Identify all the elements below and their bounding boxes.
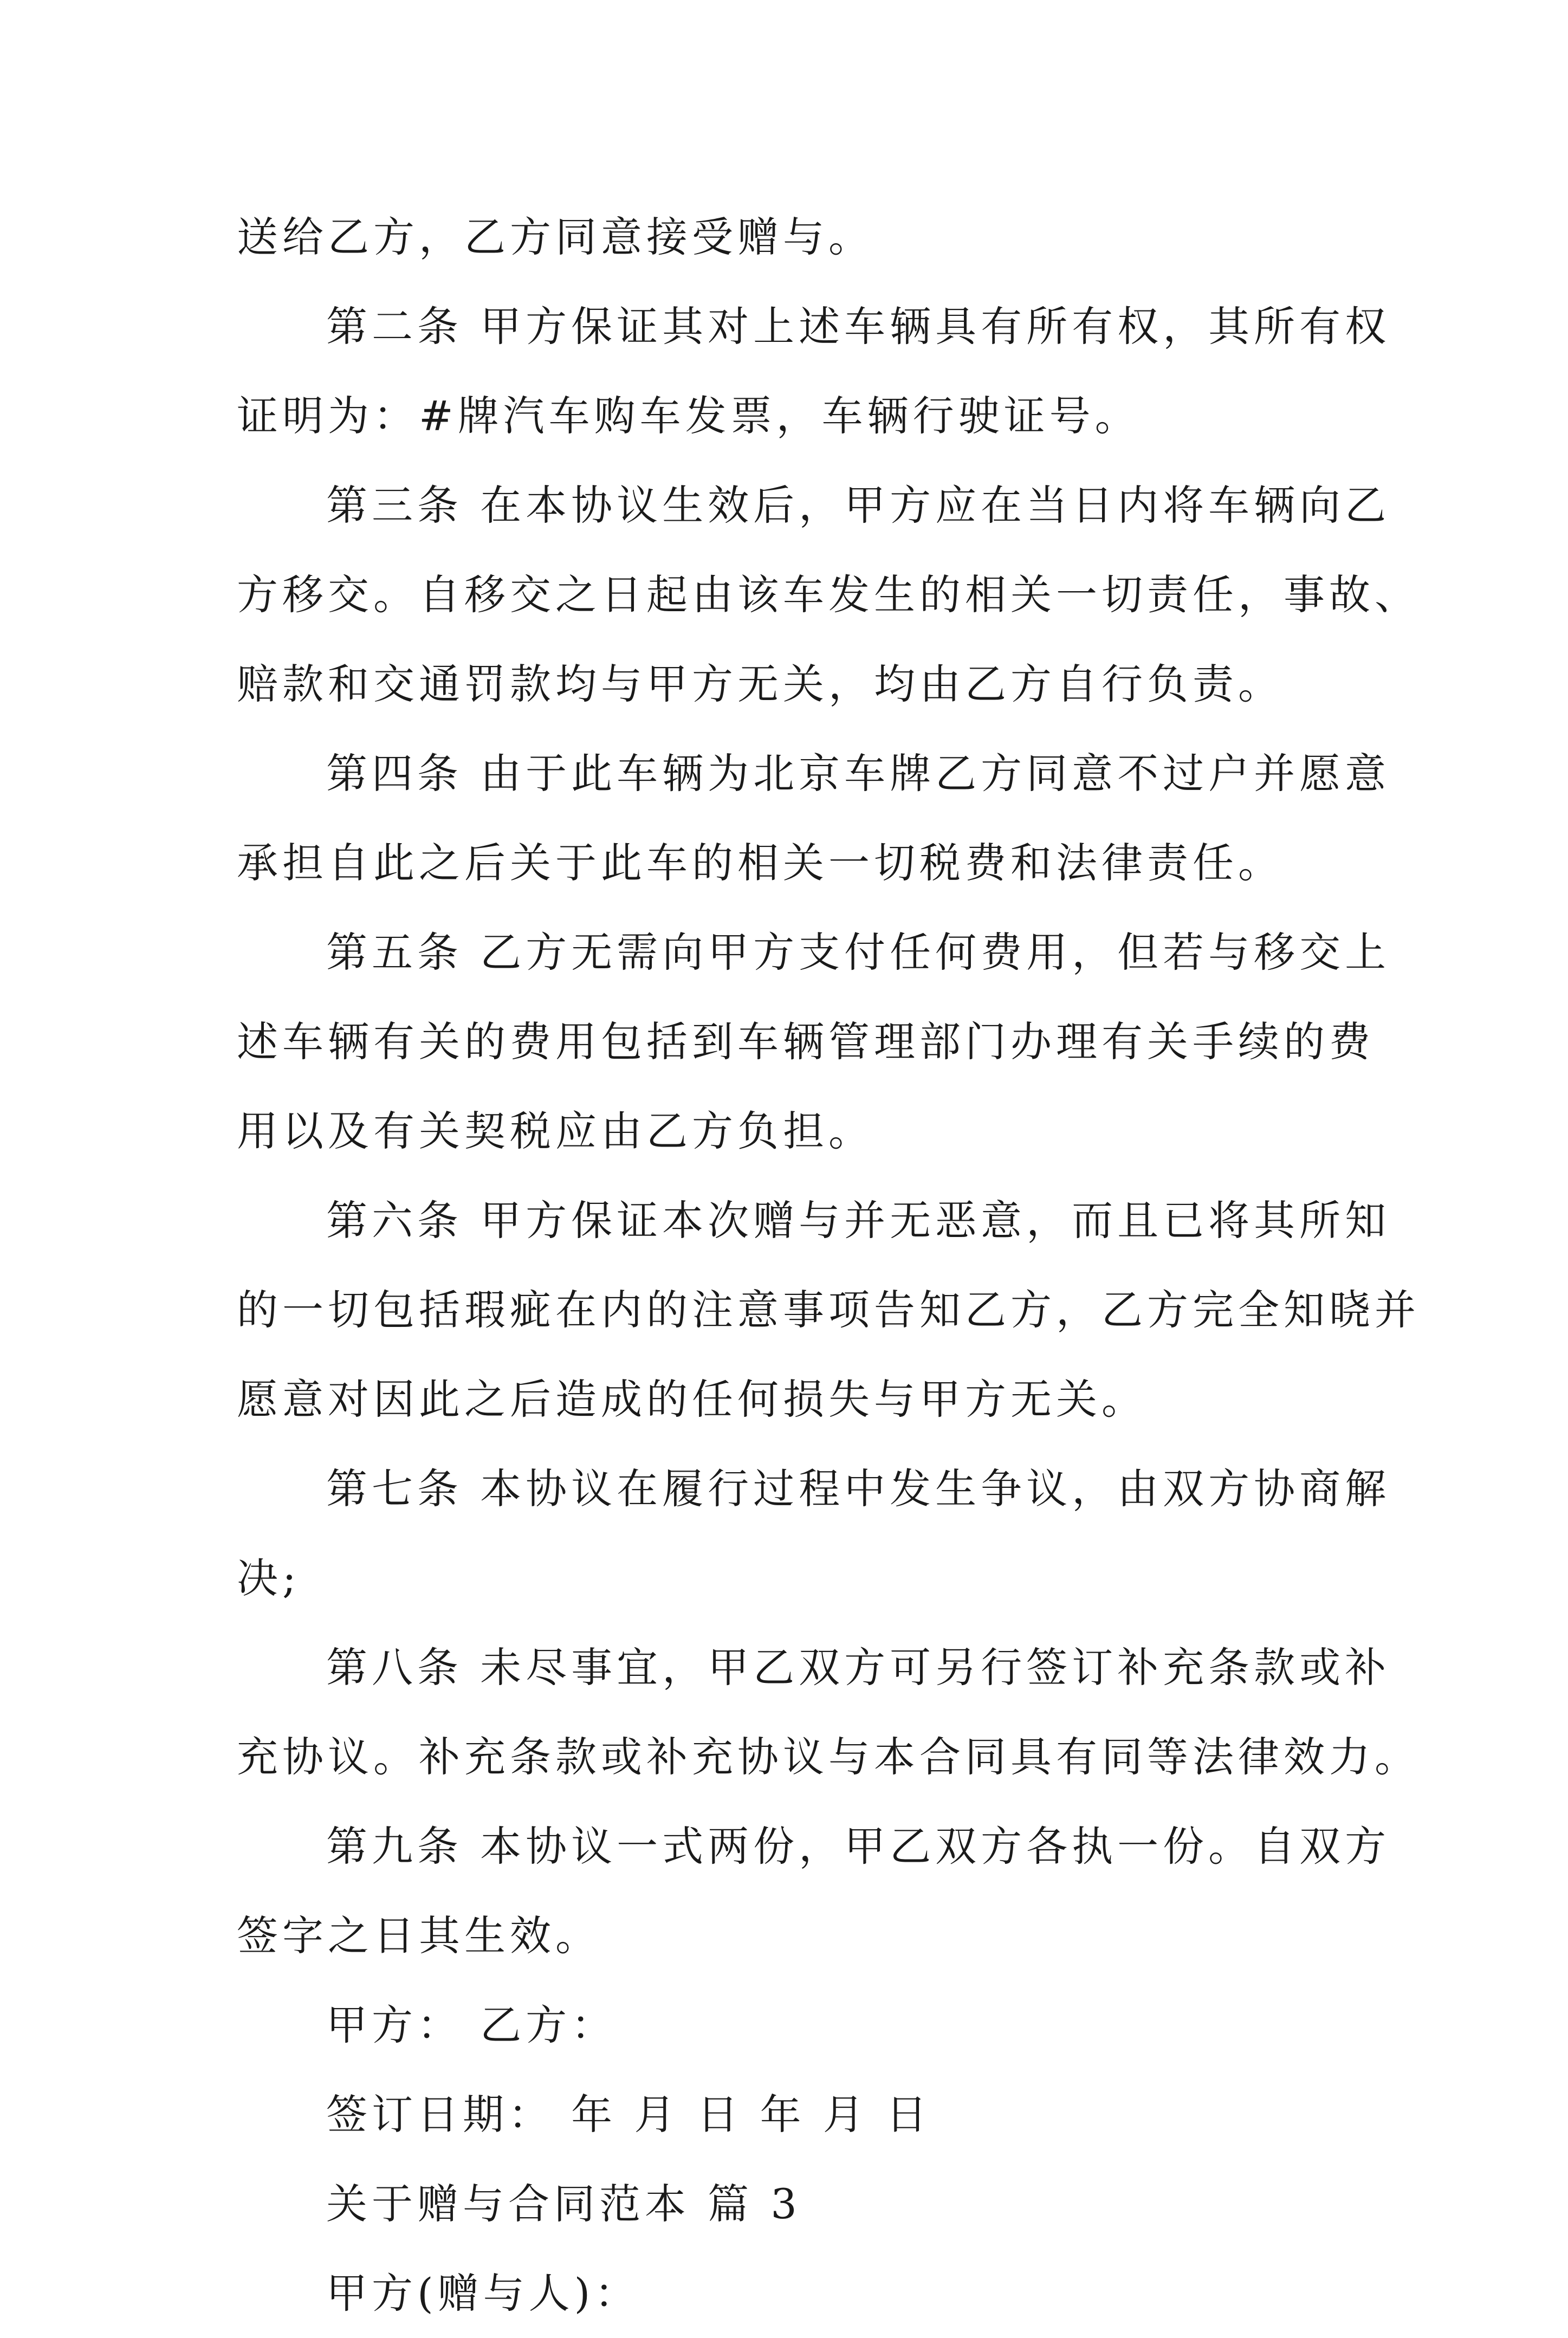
body-line: 充协议。补充条款或补充协议与本合同具有同等法律效力。 (237, 1733, 1420, 1781)
body-line: 送给乙方，乙方同意接受赠与。 (237, 213, 874, 261)
body-line: 签字之日其生效。 (237, 1912, 601, 1960)
body-line: 承担自此之后关于此车的相关一切税费和法律责任。 (237, 839, 1284, 887)
clause-7-line: 第七条 本协议在履行过程中发生争议，由双方协商解 (326, 1465, 1391, 1513)
clause-3-line: 第三条 在本协议生效后，甲方应在当日内将车辆向乙 (326, 481, 1391, 529)
clause-6-line: 第六条 甲方保证本次赠与并无恶意，而且已将其所知 (326, 1196, 1391, 1245)
body-line: 赔款和交通罚款均与甲方无关，均由乙方自行负责。 (237, 660, 1284, 708)
signing-date-line: 签订日期： 年 月 日 年 月 日 (326, 2090, 931, 2139)
clause-8-line: 第八条 未尽事宜，甲乙双方可另行签订补充条款或补 (326, 1643, 1391, 1692)
body-line: 愿意对因此之后造成的任何损失与甲方无关。 (237, 1375, 1147, 1423)
body-line: 决; (237, 1554, 301, 1602)
contract-body (237, 192, 1420, 2338)
section-heading: 关于赠与合同范本 篇 3 (326, 2180, 801, 2228)
body-line: 方移交。自移交之日起由该车发生的相关一切责任，事故、 (237, 571, 1420, 619)
clause-5-line: 第五条 乙方无需向甲方支付任何费用，但若与移交上 (326, 928, 1391, 976)
body-line: 的一切包括瑕疵在内的注意事项告知乙方，乙方完全知晓并 (237, 1286, 1420, 1334)
donor-label-line: 甲方(赠与人)： (326, 2269, 640, 2317)
clause-9-line: 第九条 本协议一式两份，甲乙双方各执一份。自双方 (326, 1822, 1391, 1870)
signature-parties-line: 甲方： 乙方： (326, 2001, 617, 2049)
body-line: 述车辆有关的费用包括到车辆管理部门办理有关手续的费 (237, 1018, 1375, 1066)
body-line: 用以及有关契税应由乙方负担。 (237, 1107, 874, 1155)
clause-2-line: 第二条 甲方保证其对上述车辆具有所有权，其所有权 (326, 302, 1391, 351)
body-line: 证明为：#牌汽车购车发票，车辆行驶证号。 (237, 392, 1141, 440)
clause-4-line: 第四条 由于此车辆为北京车牌乙方同意不过户并愿意 (326, 749, 1391, 798)
